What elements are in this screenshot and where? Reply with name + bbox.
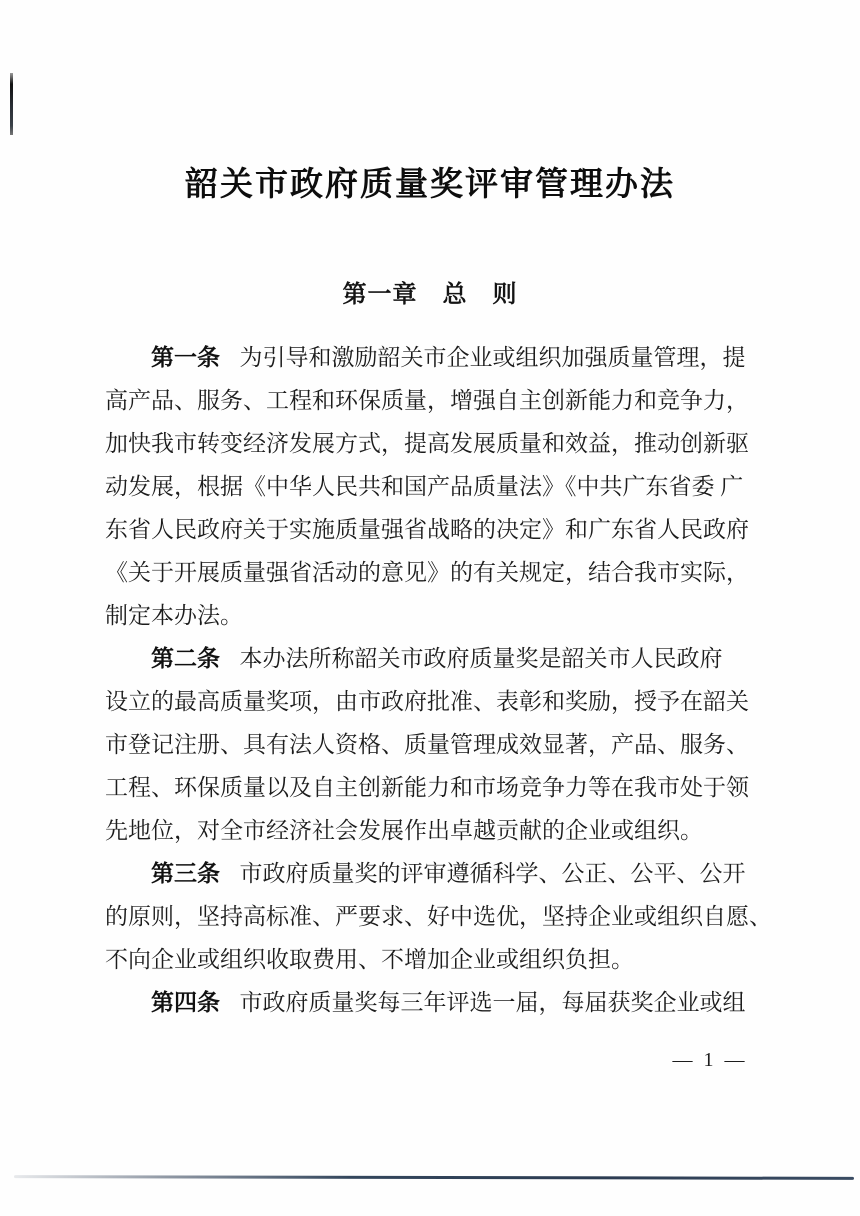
article-number-label: 第三条: [151, 861, 220, 886]
text-line: 东省人民政府关于实施质量强省战略的决定》和广东省人民政府: [105, 517, 749, 542]
article-number-label: 第二条: [151, 646, 220, 671]
text-line: 不向企业或组织收取费用、不增加企业或组织负担。: [105, 947, 634, 972]
document-body: [105, 336, 772, 1024]
text-line: 第三条 市政府质量奖的评审遵循科学、公正、公平、公开: [151, 861, 746, 886]
text-line: 设立的最高质量奖项，由市政府批准、表彰和奖励，授予在韶关: [105, 689, 749, 714]
scan-artifact-bottom-edge-line: [14, 1175, 854, 1180]
text-line: 市登记注册、具有法人资格、质量管理成效显著，产品、服务、: [105, 732, 749, 757]
text-line: 先地位，对全市经济社会发展作出卓越贡献的企业或组织。: [105, 818, 703, 843]
document-title: 韶关市政府质量奖评审管理办法: [185, 165, 675, 202]
text-line: 制定本办法。: [105, 603, 243, 628]
text-line: 动发展，根据《中华人民共和国产品质量法》《中共广东省委 广: [105, 474, 744, 499]
text-line: 《关于开展质量强省活动的意见》的有关规定，结合我市实际，: [105, 560, 749, 585]
text-line: 的原则，坚持高标准、严要求、好中选优，坚持企业或组织自愿、: [105, 904, 772, 929]
text-line: 加快我市转变经济发展方式，提高发展质量和效益，推动创新驱: [105, 431, 749, 456]
text-line: 高产品、服务、工程和环保质量，增强自主创新能力和竞争力，: [105, 388, 749, 413]
text-line: 第一条 为引导和激励韶关市企业或组织加强质量管理，提: [151, 345, 746, 370]
scan-artifact-left-edge-line: [10, 73, 13, 135]
text-line: 第二条 本办法所称韶关市政府质量奖是韶关市人民政府: [151, 646, 723, 671]
page-number: — 1 —: [672, 1049, 748, 1071]
text-line: 第四条 市政府质量奖每三年评选一届，每届获奖企业或组: [151, 990, 746, 1015]
chapter-heading: 第一章 总 则: [342, 282, 518, 308]
article-number-label: 第一条: [151, 345, 220, 370]
article-number-label: 第四条: [151, 990, 220, 1015]
text-line: 工程、环保质量以及自主创新能力和市场竞争力等在我市处于领: [105, 775, 749, 800]
